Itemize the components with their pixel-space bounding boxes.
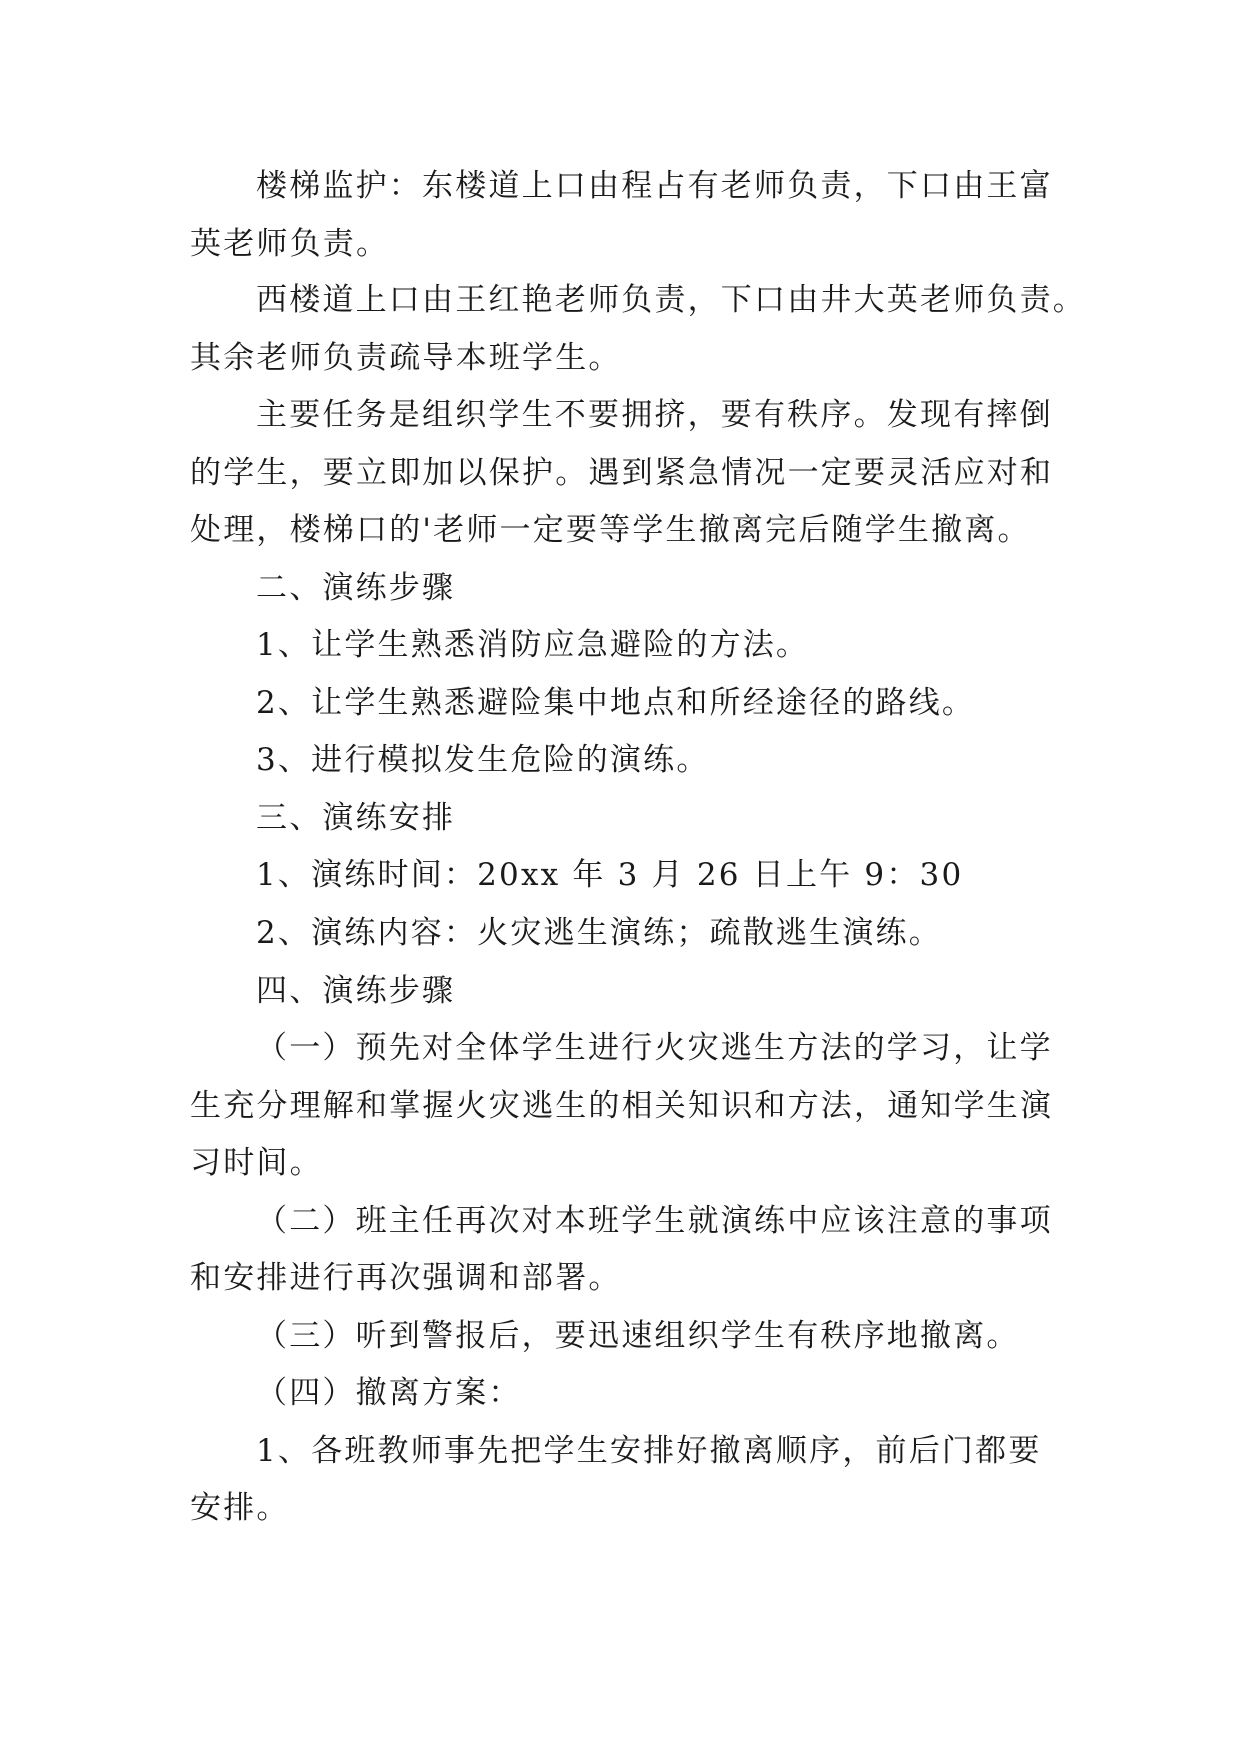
text-line-13: 1、演练时间：20xx 年 3 月 26 日上午 9：30 (256, 857, 964, 893)
text-line-24: 安排。 (190, 1490, 290, 1526)
text-line-20: 和安排进行再次强调和部署。 (190, 1260, 622, 1296)
text-line-14: 2、演练内容：火灾逃生演练；疏散逃生演练。 (256, 915, 942, 951)
text-line-3: 西楼道上口由王红艳老师负责，下口由井大英老师负责。 (256, 282, 1086, 318)
text-line-22: （四）撤离方案： (256, 1375, 522, 1411)
text-line-5: 主要任务是组织学生不要拥挤，要有秩序。发现有摔倒 (256, 397, 1053, 433)
section-heading-4: 四、演练步骤 (256, 973, 456, 1009)
text-line-7: 处理，楼梯口的'老师一定要等学生撤离完后随学生撤离。 (190, 512, 1031, 548)
text-line-9: 1、让学生熟悉消防应急避险的方法。 (256, 627, 810, 663)
text-line-11: 3、进行模拟发生危险的演练。 (256, 742, 710, 778)
text-line-21: （三）听到警报后，要迅速组织学生有秩序地撤离。 (256, 1318, 1020, 1354)
text-line-17: 生充分理解和掌握火灾逃生的相关知识和方法，通知学生演 (190, 1088, 1054, 1124)
text-line-1: 楼梯监护：东楼道上口由程占有老师负责，下口由王富 (256, 168, 1053, 204)
text-line-4: 其余老师负责疏导本班学生。 (190, 340, 622, 376)
text-line-18: 习时间。 (190, 1145, 323, 1181)
section-heading-2: 二、演练步骤 (256, 570, 456, 606)
section-heading-3: 三、演练安排 (256, 800, 456, 836)
text-line-2: 英老师负责。 (190, 226, 390, 262)
text-line-16: （一）预先对全体学生进行火灾逃生方法的学习，让学 (256, 1030, 1053, 1066)
text-line-6: 的学生，要立即加以保护。遇到紧急情况一定要灵活应对和 (190, 455, 1054, 491)
text-line-10: 2、让学生熟悉避险集中地点和所经途径的路线。 (256, 685, 976, 721)
text-line-23: 1、各班教师事先把学生安排好撤离顺序，前后门都要 (256, 1433, 1042, 1469)
text-line-19: （二）班主任再次对本班学生就演练中应该注意的事项 (256, 1203, 1053, 1239)
